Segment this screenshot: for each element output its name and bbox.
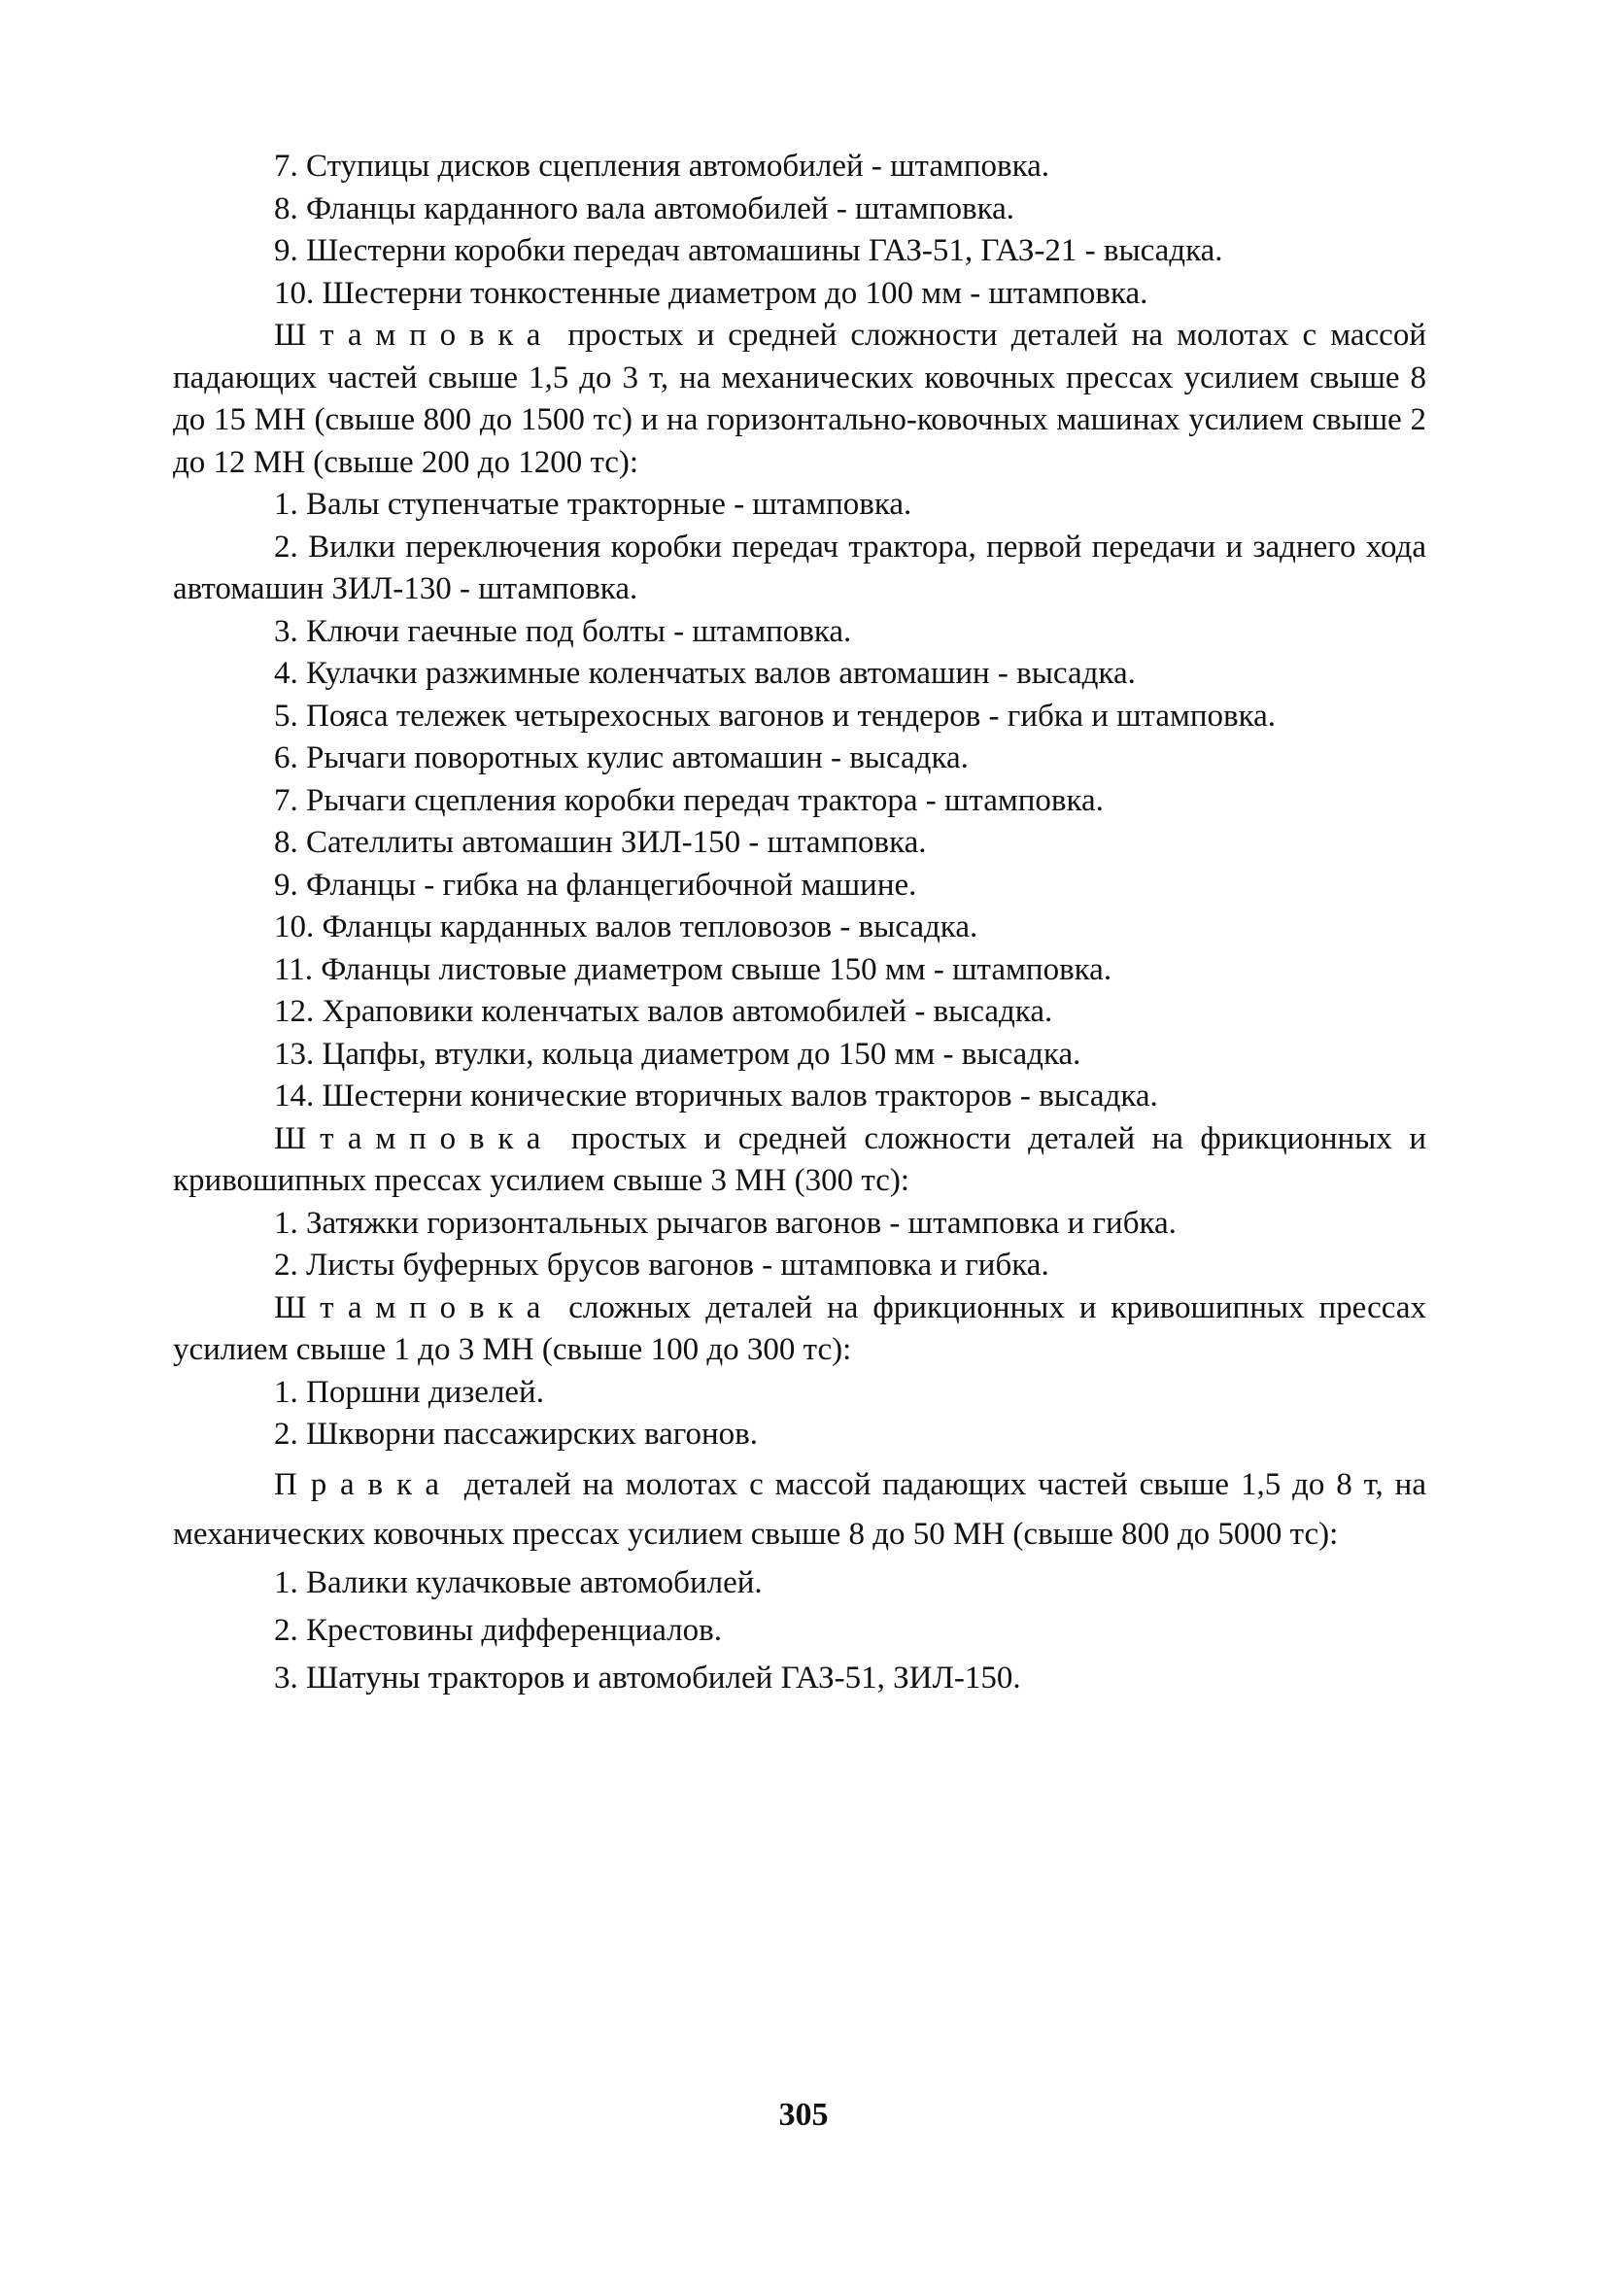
list-item: 1. Валы ступенчатые тракторные - штамповка.	[274, 487, 912, 522]
list-item: 7. Ступицы дисков сцепления автомобилей - штамповка.	[274, 149, 1050, 184]
page-body	[173, 146, 1426, 1702]
list-item: 2. Вилки переключения коробки передач трактора, первой передачи и заднего хода автомашин ЗИЛ-130 - штамповка.	[173, 529, 1426, 606]
section-stamping-simple-presses	[173, 1118, 1426, 1287]
section-straightening	[173, 1460, 1426, 1702]
list-item: 10. Фланцы карданных валов тепловозов - высадка.	[274, 909, 978, 944]
list-item: 6. Рычаги поворотных кулис автомашин - высадка.	[274, 740, 969, 775]
list-item: 11. Фланцы листовые диаметром свыше 150 мм - штамповка.	[274, 951, 1112, 987]
list-item: 9. Шестерни коробки передач автомашины ГАЗ-51, ГАЗ-21 - высадка.	[274, 233, 1223, 268]
section-heading-paragraph	[173, 1287, 1426, 1372]
section-stamping-simple-hammers	[173, 315, 1426, 1118]
section-stamping-complex	[173, 1287, 1426, 1456]
list-item: 12. Храповики коленчатых валов автомобилей - высадка.	[274, 994, 1053, 1029]
section-text: сложных деталей на фрикционных и кривошипных прессах усилием свыше 1 до 3 МН (свыше 100 до 300 тс):	[173, 1289, 1426, 1367]
list-item: 1. Валики кулачковые автомобилей.	[274, 1564, 763, 1600]
list-item: 13. Цапфы, втулки, кольца диаметром до 150 мм - высадка.	[274, 1036, 1081, 1072]
section-lead-term: Правка	[274, 1466, 453, 1502]
section-lead-term: Штамповка	[274, 1120, 555, 1156]
section-text: простых и средней сложности деталей на фрикционных и кривошипных прессах усилием свыше 3 МН (300 тс):	[173, 1120, 1426, 1198]
list-continued	[173, 146, 1426, 315]
list-item: 2. Крестовины дифференциалов.	[274, 1612, 722, 1648]
section-text: простых и средней сложности деталей на молотах с массой падающих частей свыше 1,5 до 3 т, на механических ковочных прессах усилием свыше 8 до 15 МН (свыше 800 до 1500 тс) и на горизонтально-ковочных машинах усилием свыше 2 до 12 МН (свыше 200 до 1200 тс):	[173, 318, 1426, 480]
list-item: 2. Листы буферных брусов вагонов - штамповка и гибка.	[274, 1248, 1049, 1283]
list-item: 2. Шкворни пассажирских вагонов.	[274, 1417, 758, 1452]
list-item: 3. Шатуны тракторов и автомобилей ГАЗ-51, ЗИЛ-150.	[274, 1660, 1021, 1696]
list-item: 4. Кулачки разжимные коленчатых валов автомашин - высадка.	[274, 656, 1136, 691]
list-item: 3. Ключи гаечные под болты - штамповка.	[274, 613, 852, 649]
section-heading-paragraph	[173, 1118, 1426, 1203]
list-item: 10. Шестерни тонкостенные диаметром до 100 мм - штамповка.	[274, 275, 1148, 311]
section-lead-term: Штамповка	[274, 1289, 555, 1325]
list-item: 5. Пояса тележек четырехосных вагонов и тендеров - гибка и штамповка.	[274, 698, 1277, 734]
list-item: 8. Фланцы карданного вала автомобилей - штамповка.	[274, 190, 1014, 226]
section-heading-paragraph	[173, 315, 1426, 484]
list-item: 9. Фланцы - гибка на фланцегибочной машине.	[274, 867, 917, 903]
list-item: 1. Затяжки горизонтальных рычагов вагонов - штамповка и гибка.	[274, 1205, 1177, 1241]
section-heading-paragraph	[173, 1460, 1426, 1559]
page-number: 305	[778, 2097, 829, 2133]
list-item: 14. Шестерни конические вторичных валов тракторов - высадка.	[274, 1079, 1158, 1114]
section-lead-term: Штамповка	[274, 318, 555, 353]
list-item: 8. Сателлиты автомашин ЗИЛ-150 - штамповка.	[274, 825, 927, 860]
list-item: 7. Рычаги сцепления коробки передач трактора - штамповка.	[274, 782, 1104, 818]
list-item: 1. Поршни дизелей.	[274, 1374, 544, 1410]
section-text: деталей на молотах с массой падающих частей свыше 1,5 до 8 т, на механических ковочных прессах усилием свыше 8 до 50 МН (свыше 800 до 5000 тс):	[173, 1466, 1426, 1552]
